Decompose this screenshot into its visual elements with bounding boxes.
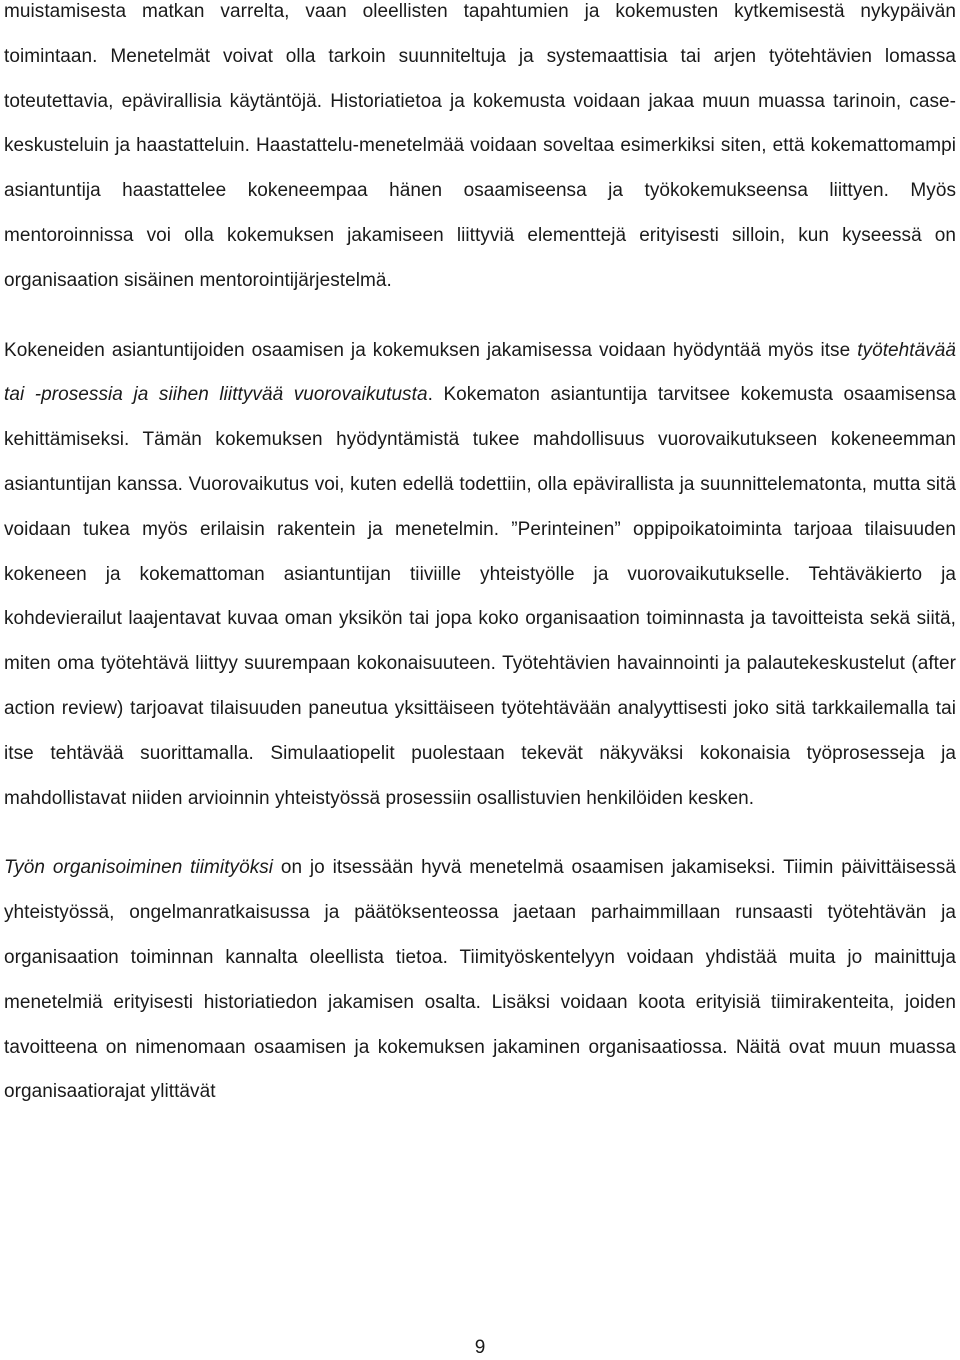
italic-term: työtehtävää tai -prosessia ja siihen liittyvää vuorovaikutusta xyxy=(4,339,956,406)
text-segment: Kokeneiden asiantuntijoiden osaamisen ja kokemuksen jakamisessa voidaan hyödyntää myös itse xyxy=(4,339,858,361)
text-segment: muistamisesta matkan varrelta, vaan oleellisten tapahtumien ja kokemusten kytkemisestä nykypäivän toimintaan. Menetelmät voivat olla tarkoin suunniteltuja ja systemaattisia tai arjen työtehtävien lomassa toteutettavia, epävirallisia käytäntöjä. Historiatietoa ja kokemusta voidaan jakaa muun muassa tarinoin, case-keskusteluin ja haastatteluin. Haastattelu-menetelmää voidaan soveltaa esimerkiksi siten, että kokemattomampi asiantuntija haastattelee kokeneempaa hänen osaamiseensa ja työkokemukseensa liittyen. Myös mentoroinnissa voi olla kokemuksen jakamiseen liittyviä elementtejä erityisesti silloin, kun kyseessä on organisaation sisäinen mentorointijärjestelmä. xyxy=(4,1,956,291)
text-segment: on jo itsessään hyvä menetelmä osaamisen jakamiseksi. Tiimin päivittäisessä yhteistyössä, ongelmanratkaisussa ja päätöksenteossa jaetaan parhaimmillaan runsaasti työtehtävän ja organisaation toiminnan kannalta oleellista tietoa. Tiimityöskentelyyn voidaan yhdistää muita jo mainittuja menetelmiä erityisesti historiatiedon jakamisen osalta. Lisäksi voidaan koota erityisiä tiimirakenteita, joiden tavoitteena on nimenomaan osaamisen ja kokemuksen jakaminen organisaatiossa. Näitä ovat muun muassa organisaatiorajat ylittävät xyxy=(4,857,956,1103)
paragraph-team-work xyxy=(4,846,956,1115)
document-page xyxy=(4,0,956,1115)
paragraph-mentoring xyxy=(4,0,956,304)
page-number: 9 xyxy=(474,1337,486,1358)
italic-term: Työn organisoiminen tiimityöksi xyxy=(4,857,274,879)
text-segment: . Kokematon asiantuntija tarvitsee kokemusta osaamisensa kehittämiseksi. Tämän kokemuksen hyödyntämistä tukee mahdollisuus vuorovaikutukseen kokeneemman asiantuntijan kanssa. Vuorovaikutus voi, kuten edellä todettiin, olla epävirallista ja suunnittelematonta, mutta sitä voidaan tukea myös erilaisin rakentein ja menetelmin. ”Perinteinen” oppipoikatoiminta tarjoaa tilaisuuden kokeneen ja kokemattoman asiantuntijan tiiviille yhteistyölle ja vuorovaikutukselle. Tehtäväkierto ja kohdevierailut laajentavat kuvaa oman yksikön tai jopa koko organisaation toiminnasta ja tavoitteista sekä siitä, miten oma työtehtävä liittyy suurempaan kokonaisuuteen. Työtehtävien havainnointi ja palautekeskustelut (after action review) tarjoavat tilaisuuden paneutua yksittäiseen työtehtävään analyyttisesti joko sitä tarkkailemalla tai itse tehtävää suorittamalla. Simulaatiopelit puolestaan tekevät näkyväksi kokonaisia työprosesseja ja mahdollistavat niiden arvioinnin yhteistyössä prosessiin osallistuvien henkilöiden kesken. xyxy=(4,384,956,809)
paragraph-work-tasks xyxy=(4,329,956,822)
